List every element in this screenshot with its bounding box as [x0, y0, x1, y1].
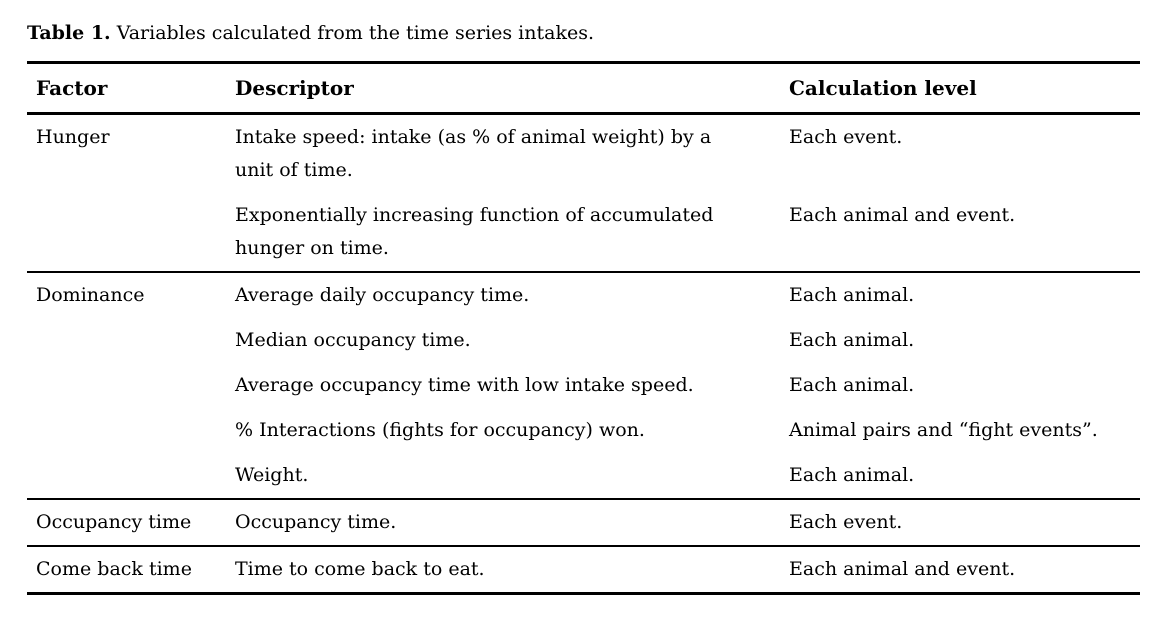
descriptor-cell: Intake speed: intake (as % of animal weight) by a unit of time.	[235, 126, 712, 181]
table-row	[27, 114, 1140, 194]
calculation-level-cell: Each animal and event.	[789, 204, 1016, 226]
section-hunger	[27, 114, 1140, 273]
table-row	[27, 499, 1140, 546]
factor-cell: Dominance	[36, 284, 145, 306]
table-header	[27, 63, 1140, 114]
calculation-level-cell: Each event.	[789, 126, 903, 148]
descriptor-cell: Time to come back to eat.	[235, 558, 485, 580]
table-row	[27, 546, 1140, 594]
header-row	[27, 63, 1140, 114]
calculation-level-cell: Each event.	[789, 511, 903, 533]
descriptor-cell: Weight.	[235, 464, 309, 486]
table-row	[27, 272, 1140, 318]
descriptor-cell: Average occupancy time with low intake speed.	[235, 374, 694, 396]
descriptor-cell: % Interactions (fights for occupancy) won.	[235, 419, 645, 441]
factor-cell: Occupancy time	[36, 511, 192, 533]
calculation-level-cell: Animal pairs and “fight events”.	[789, 419, 1098, 441]
variables-table	[27, 61, 1140, 595]
calculation-level-cell: Each animal.	[789, 329, 915, 351]
calculation-level-cell: Each animal.	[789, 374, 915, 396]
column-header-calculation-level: Calculation level	[789, 76, 977, 100]
calculation-level-cell: Each animal and event.	[789, 558, 1016, 580]
column-header-factor: Factor	[36, 76, 108, 100]
table-caption-label: Table 1.	[27, 22, 111, 44]
descriptor-cell: Exponentially increasing function of accumulated hunger on time.	[235, 204, 714, 259]
table-caption-text: Variables calculated from the time series intakes.	[116, 22, 594, 44]
descriptor-cell: Median occupancy time.	[235, 329, 471, 351]
factor-cell: Hunger	[36, 126, 110, 148]
table-caption	[27, 23, 1140, 44]
factor-cell: Come back time	[36, 558, 192, 580]
section-dominance	[27, 272, 1140, 499]
section-come-back-time	[27, 546, 1140, 594]
column-header-descriptor: Descriptor	[235, 76, 354, 100]
section-occupancy-time	[27, 499, 1140, 546]
calculation-level-cell: Each animal.	[789, 284, 915, 306]
descriptor-cell: Occupancy time.	[235, 511, 397, 533]
descriptor-cell: Average daily occupancy time.	[235, 284, 530, 306]
calculation-level-cell: Each animal.	[789, 464, 915, 486]
